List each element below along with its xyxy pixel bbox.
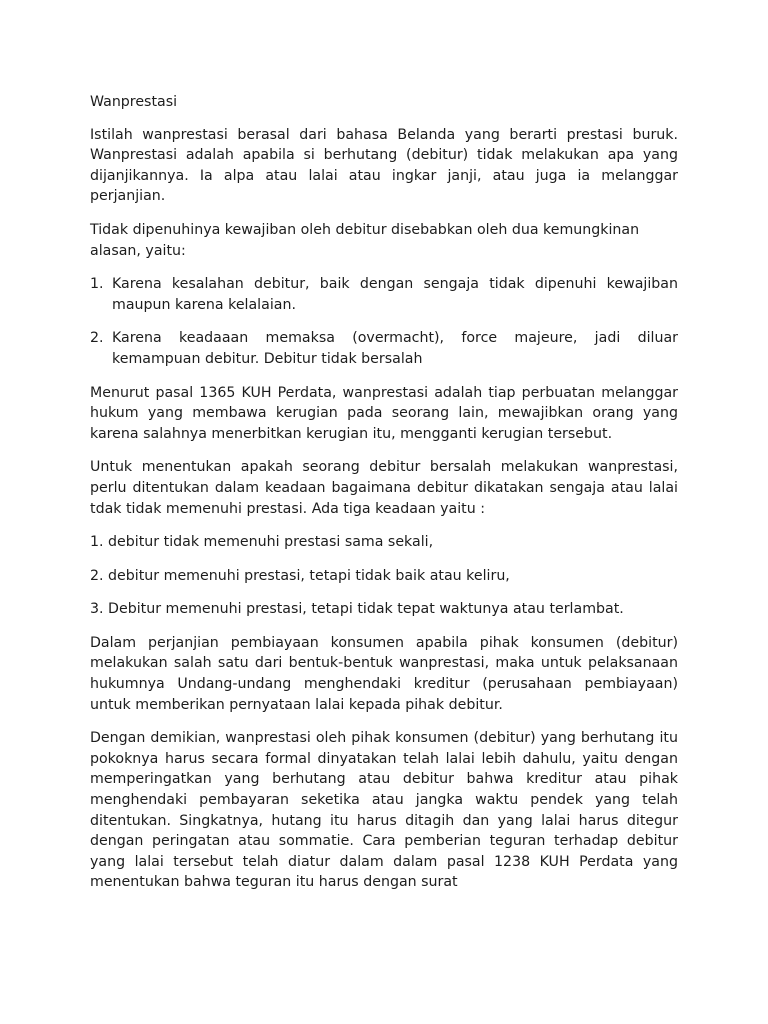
paragraph-definition: Istilah wanprestasi berasal dari bahasa Belanda yang berarti prestasi buruk. Wanprestasi adalah apabila si berhutang (debitur) tidak melakukan apa yang dijanjikannya. Ia alpa atau lalai atau ingkar janji, atau juga ia melanggar perjanjian. xyxy=(90,126,678,205)
paragraph-pasal-1365: Menurut pasal 1365 KUH Perdata, wanprestasi adalah tiap perbuatan melanggar hukum yang membawa kerugian pada seorang lain, mewajibkan orang yang karena salahnya menerbitkan kerugian itu, mengganti kerugian tersebut. xyxy=(90,384,678,442)
document-body xyxy=(90,92,678,906)
list-number: 1. xyxy=(90,276,104,293)
condition-item: 2. debitur memenuhi prestasi, tetapi tidak baik atau keliru, xyxy=(90,567,510,584)
paragraph-consumer-financing: Dalam perjanjian pembiayaan konsumen apabila pihak konsumen (debitur) melakukan salah satu dari bentuk-bentuk wanprestasi, maka untuk pelaksanaan hukumnya Undang-undang menghendaki kreditur (perusahaan pembiayaan) untuk memberikan pernyataan lalai kepada pihak debitur. xyxy=(90,634,678,713)
list-text: Karena keadaaan memaksa (overmacht), force majeure, jadi diluar kemampuan debitur. Debitur tidak bersalah xyxy=(112,330,678,367)
condition-item: 1. debitur tidak memenuhi prestasi sama sekali, xyxy=(90,534,434,551)
list-text: Karena kesalahan debitur, baik dengan sengaja tidak dipenuhi kewajiban maupun karena kelalaian. xyxy=(112,276,678,313)
reason-item xyxy=(90,274,678,315)
paragraph-reasons-intro: Tidak dipenuhinya kewajiban oleh debitur disebabkan oleh dua kemungkinan alasan, yaitu: xyxy=(90,221,640,259)
document-title: Wanprestasi xyxy=(90,94,178,110)
reason-item xyxy=(90,328,678,369)
paragraph-formal-notice: Dengan demikian, wanprestasi oleh pihak konsumen (debitur) yang berhutang itu pokoknya harus secara formal dinyatakan telah lalai lebih dahulu, yaitu dengan memperingatkan yang berhutang atau debitur bahwa kreditur atau pihak menghendaki pembayaran seketika atau jangka waktu pendek yang telah ditentukan. Singkatnya, hutang itu harus ditagih dan yang lalai harus ditegur dengan peringatan atau sommatie. Cara pemberian teguran terhadap debitur yang lalai tersebut telah diatur dalam dalam pasal 1238 KUH Perdata yang menentukan bahwa teguran itu harus dengan surat xyxy=(90,730,678,891)
condition-item: 3. Debitur memenuhi prestasi, tetapi tidak tepat waktunya atau terlambat. xyxy=(90,601,624,618)
paragraph-three-conditions-intro: Untuk menentukan apakah seorang debitur bersalah melakukan wanprestasi, perlu ditentukan dalam keadaan bagaimana debitur dikatakan sengaja atau lalai tdak tidak memenuhi prestasi. Ada tiga keadaan yaitu : xyxy=(90,459,678,517)
list-number: 2. xyxy=(90,330,104,347)
